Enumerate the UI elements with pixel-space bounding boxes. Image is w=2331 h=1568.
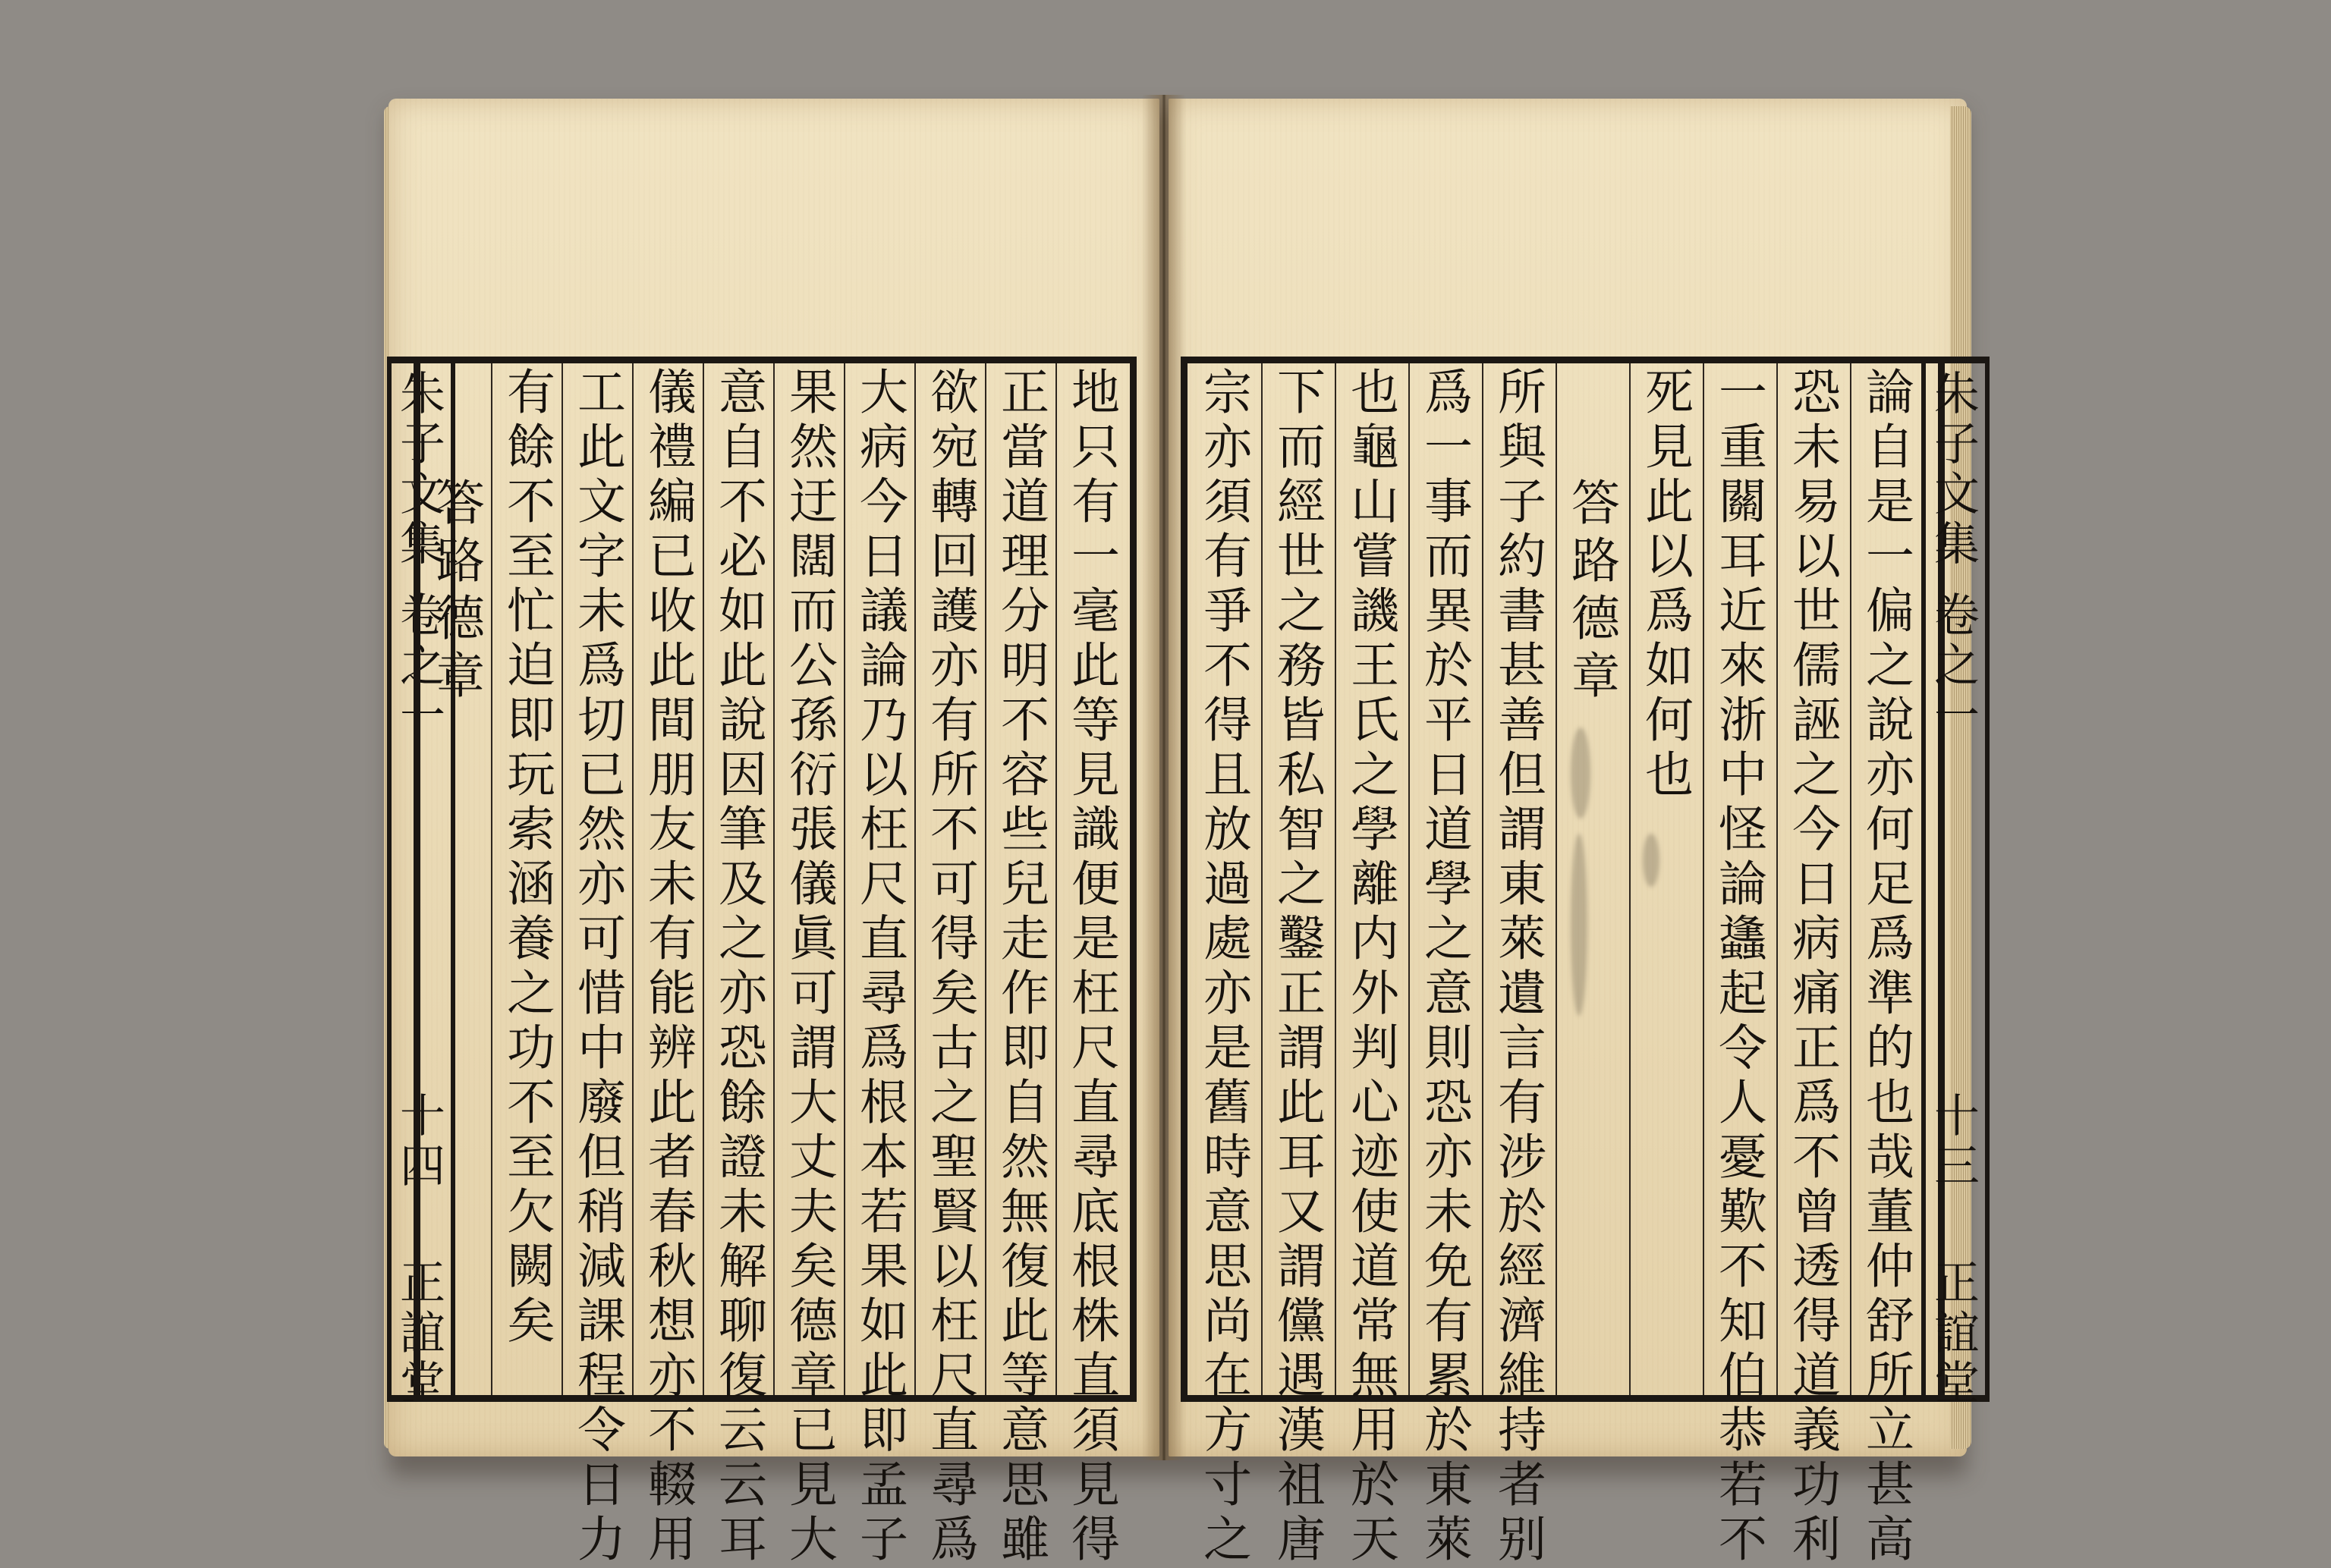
column-rule xyxy=(773,363,775,1395)
ink-bleed xyxy=(1571,834,1587,1016)
text-column: 正當道理分明不容些兒走作即自然無復此等意思雖 xyxy=(992,366,1049,1568)
text-column: 大病今日議論乃以枉尺直尋爲根本若果如此即孟子 xyxy=(851,366,908,1568)
column-rule xyxy=(1482,363,1483,1395)
right-text-frame xyxy=(1181,357,1945,1568)
text-column: 一重關耳近來浙中怪論蠭起令人憂歎不知伯恭若不 xyxy=(1710,366,1766,1568)
column-rule xyxy=(1703,363,1704,1395)
text-column: 地只有一毫此等見識便是枉尺直尋底根株直須見得 xyxy=(1063,366,1119,1568)
text-column: 下而經世之務皆私智之鑿正謂此耳又謂儻遇漢祖唐 xyxy=(1269,366,1325,1568)
right-margin-page-number: 十三 xyxy=(1927,1092,1980,1192)
letter-heading: 答路德章 xyxy=(1563,477,1619,708)
text-column: 也龜山嘗譏王氏之學離内外判心迹使道常無用於天 xyxy=(1342,366,1398,1568)
column-rule xyxy=(985,363,986,1395)
column-rule xyxy=(1055,363,1057,1395)
column-rule xyxy=(1556,363,1557,1395)
text-column: 儀禮編已收此間朋友未有能辨此者春秋想亦不輟用 xyxy=(640,366,696,1568)
right-margin-volume: 卷之一 xyxy=(1927,591,1980,741)
column-rule xyxy=(1629,363,1631,1395)
column-rule xyxy=(1408,363,1410,1395)
text-column: 工此文字未爲切已然亦可惜中廢但稍減課程令日力 xyxy=(569,366,625,1568)
text-column: 宗亦須有爭不得且放過處亦是舊時意思尚在方寸之 xyxy=(1195,366,1251,1568)
column-rule xyxy=(703,363,704,1395)
column-rule xyxy=(562,363,563,1395)
left-margin-publisher: 正誼堂 xyxy=(392,1258,445,1409)
text-column: 恐未易以世儒誣之今日病痛正爲不曾透得道義功利 xyxy=(1784,366,1840,1568)
column-rule xyxy=(914,363,916,1395)
letter-heading: 答路德章 xyxy=(428,477,484,708)
column-rule xyxy=(1261,363,1263,1395)
right-margin-book-title: 朱子文集 xyxy=(1927,369,1980,570)
left-text-frame xyxy=(414,357,1137,1568)
text-column: 有餘不至忙迫即玩索涵養之功不至欠闕矣 xyxy=(499,366,555,1350)
ink-bleed xyxy=(1571,727,1590,819)
column-rule xyxy=(1776,363,1778,1395)
book-spine xyxy=(1142,95,1186,1460)
column-rule xyxy=(491,363,492,1395)
right-page-margin xyxy=(1921,357,1990,1409)
left-margin-page-number: 十四 xyxy=(392,1092,445,1192)
text-column: 意自不必如此說因筆及之亦恐餘證未解聊復云云耳 xyxy=(710,366,766,1568)
text-column: 死見此以爲如何也 xyxy=(1637,366,1693,803)
column-rule xyxy=(844,363,845,1395)
text-column: 果然迂闊而公孫衍張儀眞可謂大丈夫矣德章已見大 xyxy=(781,366,837,1568)
text-column: 論自是一偏之說亦何足爲準的也哉董仲舒所立甚高 xyxy=(1858,366,1914,1568)
left-margin-book-title: 朱子文集 xyxy=(392,369,445,570)
left-margin-volume: 卷之一 xyxy=(392,591,445,741)
ink-bleed xyxy=(1643,834,1659,887)
text-column: 爲一事而異於平日道學之意則恐亦未免有累於東萊 xyxy=(1416,366,1472,1568)
column-rule xyxy=(1850,363,1851,1395)
text-column: 欲宛轉回護亦有所不可得矣古之聖賢以枉尺直尋爲 xyxy=(922,366,978,1568)
column-rule xyxy=(1335,363,1336,1395)
column-rule xyxy=(632,363,634,1395)
text-column: 所與子約書甚善但謂東萊遺言有涉於經濟維持者别 xyxy=(1490,366,1546,1568)
right-margin-publisher: 正誼堂 xyxy=(1927,1258,1980,1409)
